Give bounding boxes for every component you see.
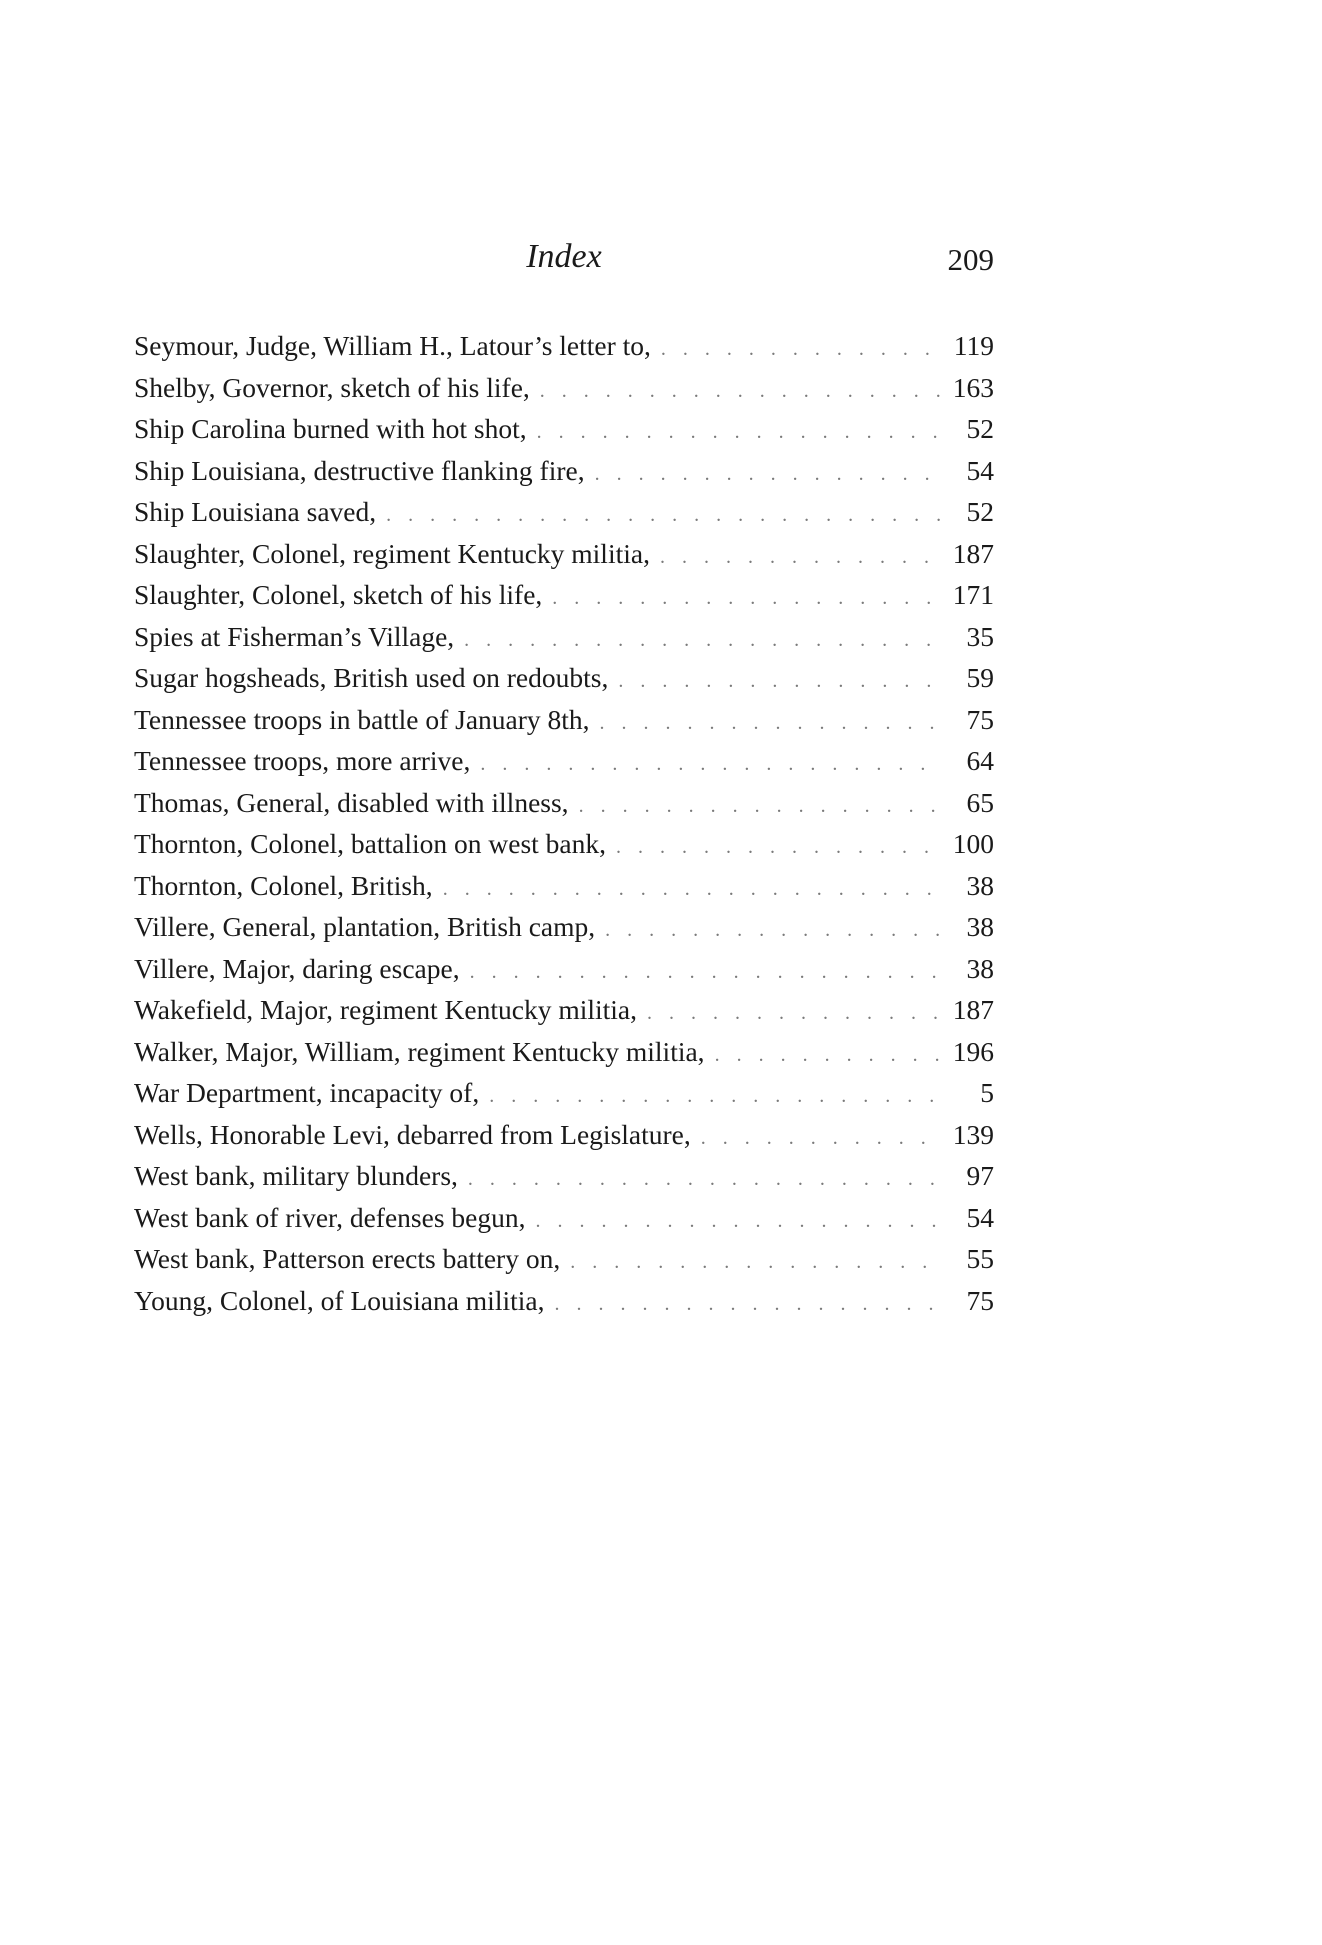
index-entry [134, 413, 994, 455]
index-entry-text: Walker, Major, William, regiment Kentucky militia, [134, 1035, 705, 1067]
dot-leader [618, 670, 942, 693]
dot-leader [661, 338, 942, 361]
dot-leader [489, 1085, 942, 1108]
index-entry-page: 38 [966, 869, 994, 901]
dot-leader [570, 1251, 942, 1274]
dot-leader [701, 1127, 942, 1150]
index-entry-page: 163 [952, 371, 994, 403]
index-entry-text: Villere, Major, daring escape, [134, 952, 460, 984]
index-entry-text: Ship Carolina burned with hot shot, [134, 413, 527, 444]
dot-leader [660, 546, 942, 569]
index-entry-page: 171 [952, 579, 994, 610]
index-entry [134, 372, 994, 414]
index-entry [134, 828, 994, 870]
index-entry [134, 1243, 994, 1285]
index-entry-page: 35 [966, 620, 994, 652]
dot-leader [540, 380, 942, 403]
index-entry-text: Tennessee troops, more arrive, [134, 745, 471, 776]
index-entry-text: Sugar hogsheads, British used on redoubts, [134, 662, 609, 693]
index-entry [134, 621, 994, 663]
index-entry-text: Seymour, Judge, William H., Latour’s letter to, [134, 330, 651, 361]
index-entry-page: 75 [966, 703, 994, 735]
index-entry [134, 662, 994, 704]
index-entry-text: Ship Louisiana saved, [134, 496, 377, 527]
dot-leader [480, 753, 942, 776]
index-entry-text: Wakefield, Major, regiment Kentucky militia, [134, 994, 637, 1025]
index-entry-page: 187 [952, 994, 994, 1025]
dot-leader [552, 587, 942, 610]
index-entry-page: 100 [952, 828, 994, 859]
index-entry-text: West bank, Patterson erects battery on, [134, 1243, 561, 1274]
index-entry-text: Thornton, Colonel, British, [134, 869, 433, 901]
index-entry [134, 1036, 994, 1078]
dot-leader [715, 1044, 942, 1067]
index-entry [134, 994, 994, 1036]
index-entry [134, 496, 994, 538]
page-number: 209 [947, 242, 994, 277]
index-entry-page: 54 [966, 454, 994, 486]
index-entry [134, 870, 994, 912]
index-entry-text: Slaughter, Colonel, regiment Kentucky militia, [134, 537, 650, 569]
index-entry [134, 1119, 994, 1161]
index-entry [134, 1077, 994, 1119]
index-entry-page: 196 [952, 1035, 994, 1067]
index-entry-page: 55 [966, 1243, 994, 1274]
dot-leader [443, 878, 942, 901]
dot-leader [595, 463, 942, 486]
index-entry-page: 54 [966, 1201, 994, 1233]
index-entry-text: Spies at Fisherman’s Village, [134, 620, 455, 652]
index-entry-page: 52 [966, 496, 994, 527]
dot-leader [537, 421, 942, 444]
page-title: Index [526, 238, 602, 275]
dot-leader [386, 504, 942, 527]
index-entry-text: Shelby, Governor, sketch of his life, [134, 371, 530, 403]
index-entry [134, 579, 994, 621]
index-entry [134, 704, 994, 746]
dot-leader [554, 1293, 942, 1316]
dot-leader [464, 629, 942, 652]
index-entry [134, 1285, 994, 1327]
dot-leader [470, 961, 942, 984]
index-entry-page: 38 [966, 911, 994, 942]
dot-leader [616, 836, 942, 859]
index-entry [134, 911, 994, 953]
index-entry-text: Ship Louisiana, destructive flanking fire, [134, 454, 585, 486]
index-entry [134, 953, 994, 995]
index-entry-page: 59 [966, 662, 994, 693]
index-entry-page: 119 [953, 330, 994, 361]
dot-leader [468, 1168, 942, 1191]
dot-leader [600, 712, 942, 735]
index-entry-page: 52 [966, 413, 994, 444]
index-entry-text: Slaughter, Colonel, sketch of his life, [134, 579, 543, 610]
index-entry-text: War Department, incapacity of, [134, 1077, 480, 1108]
index-entry [134, 330, 994, 372]
index-entry-text: West bank of river, defenses begun, [134, 1201, 526, 1233]
index-entry-page: 75 [966, 1284, 994, 1316]
index-entry-text: Wells, Honorable Levi, debarred from Legislature, [134, 1118, 691, 1150]
index-entry-page: 38 [966, 952, 994, 984]
dot-leader [647, 1002, 942, 1025]
index-entry-page: 5 [980, 1077, 994, 1108]
index-entry-page: 97 [966, 1160, 994, 1191]
index-entry-text: Thomas, General, disabled with illness, [134, 786, 569, 818]
index-entry [134, 745, 994, 787]
dot-leader [605, 919, 942, 942]
index-entry-text: Thornton, Colonel, battalion on west bank, [134, 828, 607, 859]
index-entry-text: Tennessee troops in battle of January 8th, [134, 703, 590, 735]
index-entry-page: 65 [966, 786, 994, 818]
index-entry [134, 1160, 994, 1202]
running-header [134, 238, 994, 288]
index-entry-text: Young, Colonel, of Louisiana militia, [134, 1284, 545, 1316]
index-entry [134, 538, 994, 580]
index-entry [134, 1202, 994, 1244]
index-entry [134, 787, 994, 829]
index-entry-page: 187 [952, 537, 994, 569]
dot-leader [536, 1210, 943, 1233]
dot-leader [579, 795, 942, 818]
index-entry-page: 139 [952, 1118, 994, 1150]
index-entry-page: 64 [966, 745, 994, 776]
index-entry [134, 455, 994, 497]
index-entry-text: West bank, military blunders, [134, 1160, 458, 1191]
index-entry-text: Villere, General, plantation, British camp, [134, 911, 596, 942]
index-entry-list [134, 330, 994, 1326]
